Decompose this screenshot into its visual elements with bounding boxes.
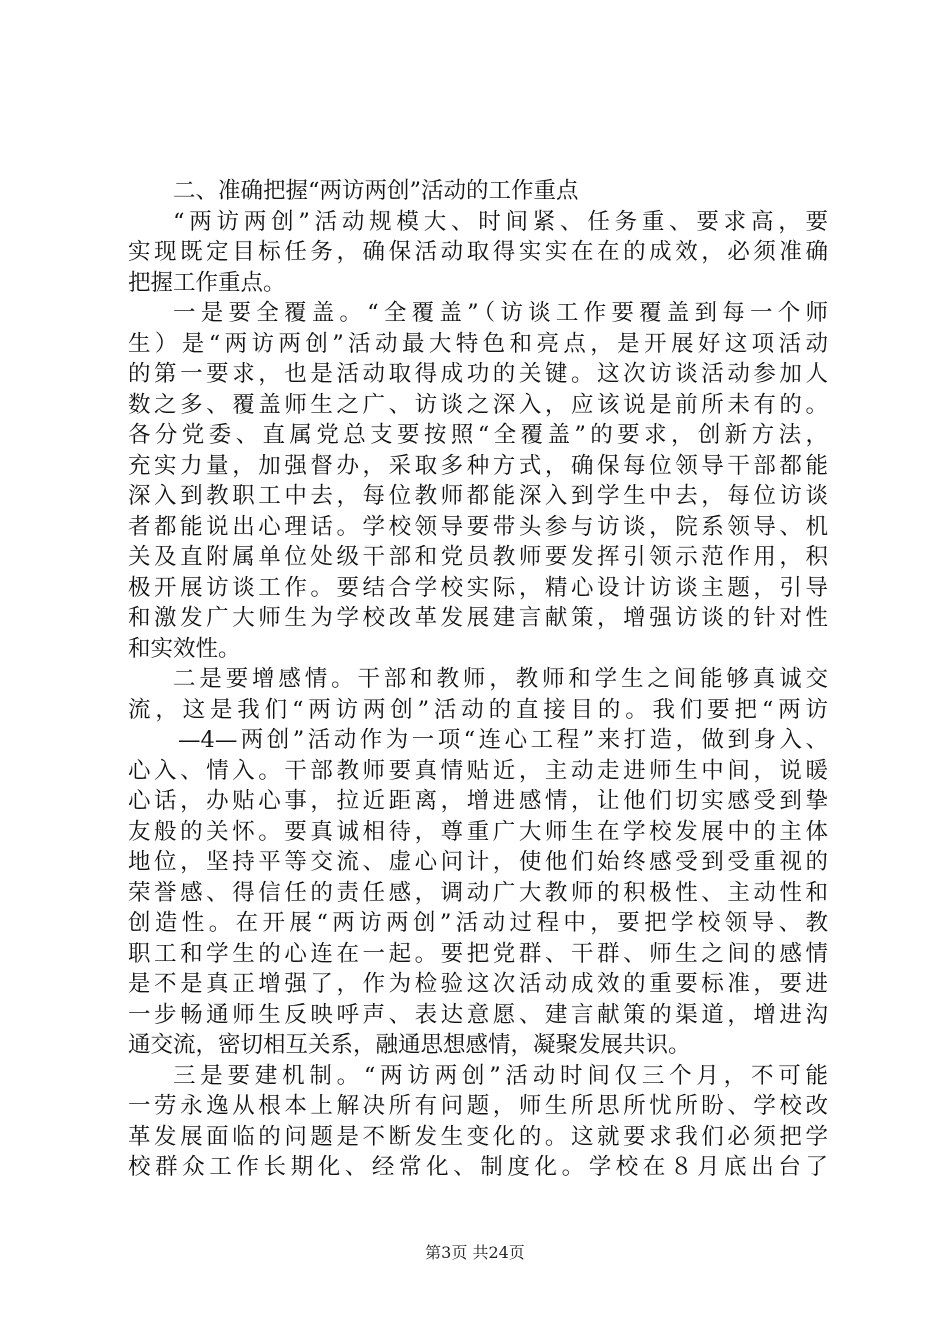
text-line: 革发展面临的问题是不断发生变化的。这就要求我们必须把学 [128, 1123, 828, 1150]
text-line: 一步畅通师生反映呼声、表达意愿、建言献策的渠道，增进沟 [128, 1001, 828, 1028]
text-line: 把握工作重点。 [128, 269, 286, 296]
text-line: 二是要增感情。干部和教师，教师和学生之间能够真诚交 [173, 666, 828, 692]
text-line: 友般的关怀。要真诚相待，尊重广大师生在学校发展中的主体 [128, 818, 828, 845]
text-line: 一是要全覆盖。“全覆盖”（访谈工作要覆盖到每一个师 [173, 300, 828, 326]
text-line: 实现既定目标任务，确保活动取得实实在在的成效，必须准确 [128, 239, 828, 265]
text-line: 一劳永逸从根本上解决所有问题，师生所思所忧所盼、学校改 [128, 1093, 828, 1119]
text-line: 数之多、覆盖师生之广、访谈之深入，应该说是前所未有的。 [128, 391, 828, 418]
text-line: 是不是真正增强了，作为检验这次活动成效的重要标准，要进 [128, 971, 828, 997]
text-line: 职工和学生的心连在一起。要把党群、干群、师生之间的感情 [128, 940, 828, 967]
text-line: 心话，办贴心事，拉近距离，增进感情，让他们切实感受到挚 [128, 788, 828, 814]
text-line: 创造性。在开展“两访两创”活动过程中，要把学校领导、教 [128, 910, 828, 936]
section-heading: 二、准确把握“两访两创”活动的工作重点 [173, 178, 579, 204]
text-line: 地位，坚持平等交流、虚心问计，使他们始终感受到受重视的 [128, 849, 828, 875]
text-line: 的第一要求，也是活动取得成功的关键。这次访谈活动参加人 [128, 361, 828, 387]
text-line: 充实力量，加强督办，采取多种方式，确保每位领导干部都能 [128, 452, 828, 479]
text-line: 通交流，密切相互关系，融通思想感情，凝聚发展共识。 [128, 1032, 691, 1058]
text-line: 和激发广大师生为学校改革发展建言献策，增强访谈的针对性 [128, 605, 828, 631]
text-line: 流，这是我们“两访两创”活动的直接目的。我们要把“两访 [128, 696, 828, 723]
text-line: 校群众工作长期化、经常化、制度化。学校在８月底出台了 [128, 1154, 828, 1180]
text-line: —4—两创”活动作为一项“连心工程”来打造，做到身入、 [178, 727, 828, 753]
text-line: 生）是“两访两创”活动最大特色和亮点，是开展好这项活动 [128, 330, 828, 357]
text-line: 心入、情入。干部教师要真情贴近，主动走进师生中间，说暖 [128, 757, 828, 784]
document-body [128, 176, 828, 1183]
text-line: 三是要建机制。“两访两创”活动时间仅三个月，不可能 [173, 1062, 828, 1089]
text-line: 者都能说出心理话。学校领导要带头参与访谈，院系领导、机 [128, 513, 828, 540]
text-line: 各分党委、直属党总支要按照“全覆盖”的要求，创新方法， [128, 422, 828, 448]
text-line: 和实效性。 [128, 635, 241, 662]
text-line: 深入到教职工中去，每位教师都能深入到学生中去，每位访谈 [128, 483, 828, 509]
text-line: 极开展访谈工作。要结合学校实际，精心设计访谈主题，引导 [128, 574, 828, 601]
text-line: “两访两创”活动规模大、时间紧、任务重、要求高，要 [173, 208, 828, 235]
text-line: 关及直附属单位处级干部和党员教师要发挥引领示范作用，积 [128, 544, 828, 570]
page-footer: 第3页 共24页 [425, 1243, 525, 1262]
text-line: 荣誉感、得信任的责任感，调动广大教师的积极性、主动性和 [128, 879, 828, 906]
